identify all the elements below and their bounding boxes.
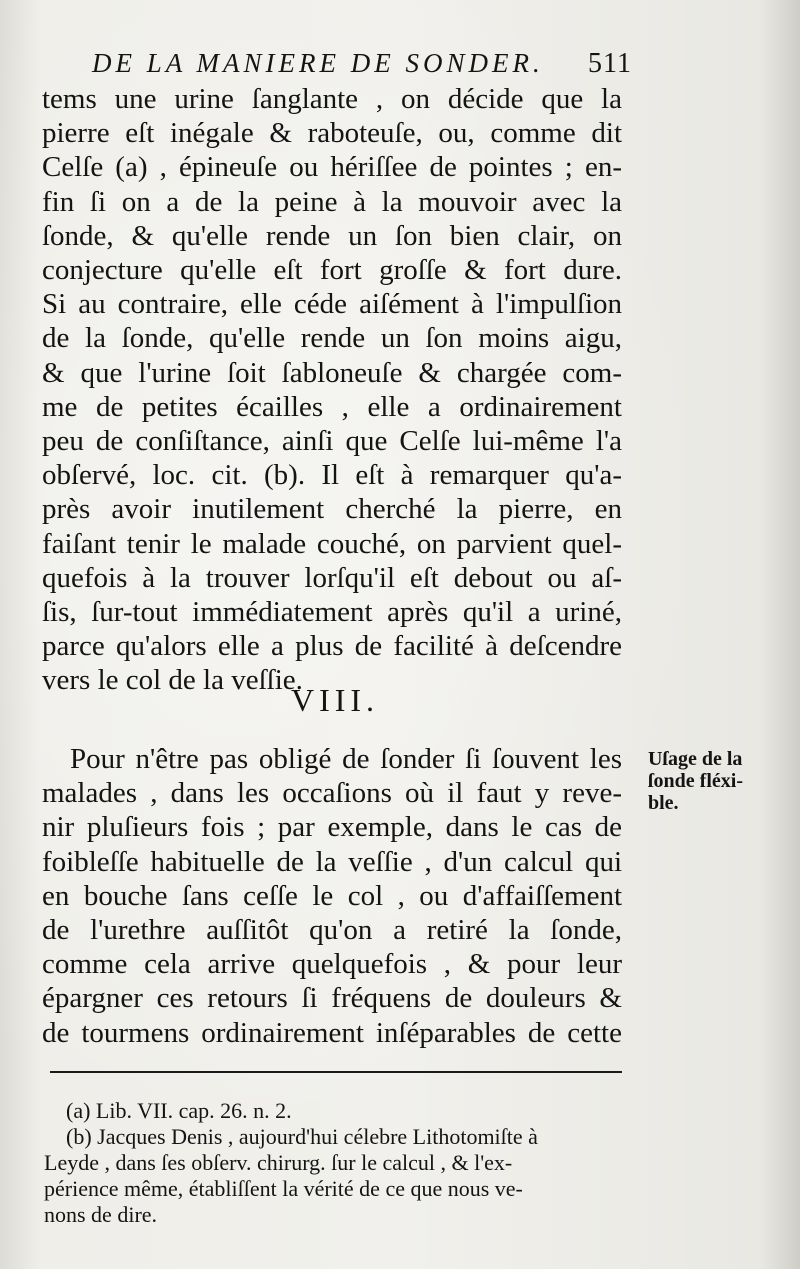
footnote-b-continued: nons de dire. bbox=[44, 1202, 158, 1227]
text-line: malades , dans les occaſions où il faut y reve- bbox=[42, 777, 622, 810]
text-line: ſis, ſur-tout immédiatement après qu'il a uriné, bbox=[42, 596, 622, 629]
text-line: Celſe (a) , épineuſe ou hériſſee de pointes ; en- bbox=[42, 151, 622, 184]
text-line: & que l'urine ſoit ſabloneuſe & chargée com- bbox=[42, 356, 622, 389]
margin-note-line: Uſage de la bbox=[648, 748, 743, 770]
text-line: Si au contraire, elle céde aiſément à l'impulſion bbox=[42, 288, 622, 321]
text-line: épargner ces retours ſi fréquens de douleurs & bbox=[42, 982, 622, 1015]
text-line: ſonde, & qu'elle rende un ſon bien clair, on bbox=[42, 219, 622, 252]
running-header bbox=[92, 48, 632, 80]
text-line: me de petites écailles , elle a ordinairement bbox=[42, 390, 622, 423]
text-line: comme cela arrive quelquefois , & pour leur bbox=[42, 948, 622, 981]
show-through-bleed bbox=[600, 95, 790, 275]
running-title: DE LA MANIERE DE SONDER. bbox=[92, 48, 544, 78]
text-line: vers le col de la veſſie. bbox=[42, 664, 303, 697]
text-line: parce qu'alors elle a plus de facilité à deſcendre bbox=[42, 630, 622, 663]
margin-note bbox=[648, 748, 798, 814]
page-number: 511 bbox=[588, 48, 632, 79]
text-line: pierre eſt inégale & raboteuſe, ou, comme dit bbox=[42, 117, 622, 150]
text-line: tems une urine ſanglante , on décide que la bbox=[42, 83, 622, 115]
margin-note-line: ſonde fléxi- bbox=[648, 770, 743, 792]
footnote-b-continued: Leyde , dans ſes obſerv. chirurg. ſur le calcul , & l'ex- bbox=[44, 1150, 513, 1175]
text-line: peu de conſiſtance, ainſi que Celſe lui-même l'a bbox=[42, 425, 622, 458]
text-line: quefois à la trouver lorſqu'il eſt debout ou aſ- bbox=[42, 561, 622, 594]
footnote-b-continued: périence même, établiſſent la vérité de ce que nous ve- bbox=[44, 1176, 523, 1201]
text-line: Pour n'être pas obligé de ſonder ſi ſouvent les bbox=[70, 743, 622, 775]
text-line: de la ſonde, qu'elle rende un ſon moins aigu, bbox=[42, 322, 622, 355]
footnote-b: (b) Jacques Denis , aujourd'hui célebre Lithotomiſte à bbox=[66, 1124, 538, 1149]
text-line: de tourmens ordinairement inſéparables de cette bbox=[42, 1016, 622, 1049]
text-line: de l'urethre auſſitôt qu'on a retiré la ſonde, bbox=[42, 914, 622, 947]
margin-note-line: ble. bbox=[648, 792, 679, 814]
text-line: fin ſi on a de la peine à la mouvoir avec la bbox=[42, 185, 622, 218]
text-line: nir pluſieurs fois ; par exemple, dans le cas de bbox=[42, 811, 622, 844]
section-heading: VIII. bbox=[290, 682, 380, 718]
text-line: en bouche ſans ceſſe le col , ou d'affaiſſement bbox=[42, 879, 622, 912]
footnote-rule bbox=[50, 1071, 622, 1073]
text-line: près avoir inutilement cherché la pierre, en bbox=[42, 493, 622, 526]
footnotes bbox=[44, 1098, 634, 1228]
footnote-a: (a) Lib. VII. cap. 26. n. 2. bbox=[66, 1098, 292, 1123]
text-line: faiſant tenir le malade couché, on parvient quel- bbox=[42, 527, 622, 560]
text-line: obſervé, loc. cit. (b). Il eſt à remarquer qu'a- bbox=[42, 459, 622, 492]
paragraph-2 bbox=[42, 742, 622, 1050]
text-line: foibleſſe habituelle de la veſſie , d'un calcul qui bbox=[42, 845, 622, 878]
paragraph-1 bbox=[42, 82, 622, 698]
text-line: conjecture qu'elle eſt fort groſſe & fort dure. bbox=[42, 254, 622, 287]
